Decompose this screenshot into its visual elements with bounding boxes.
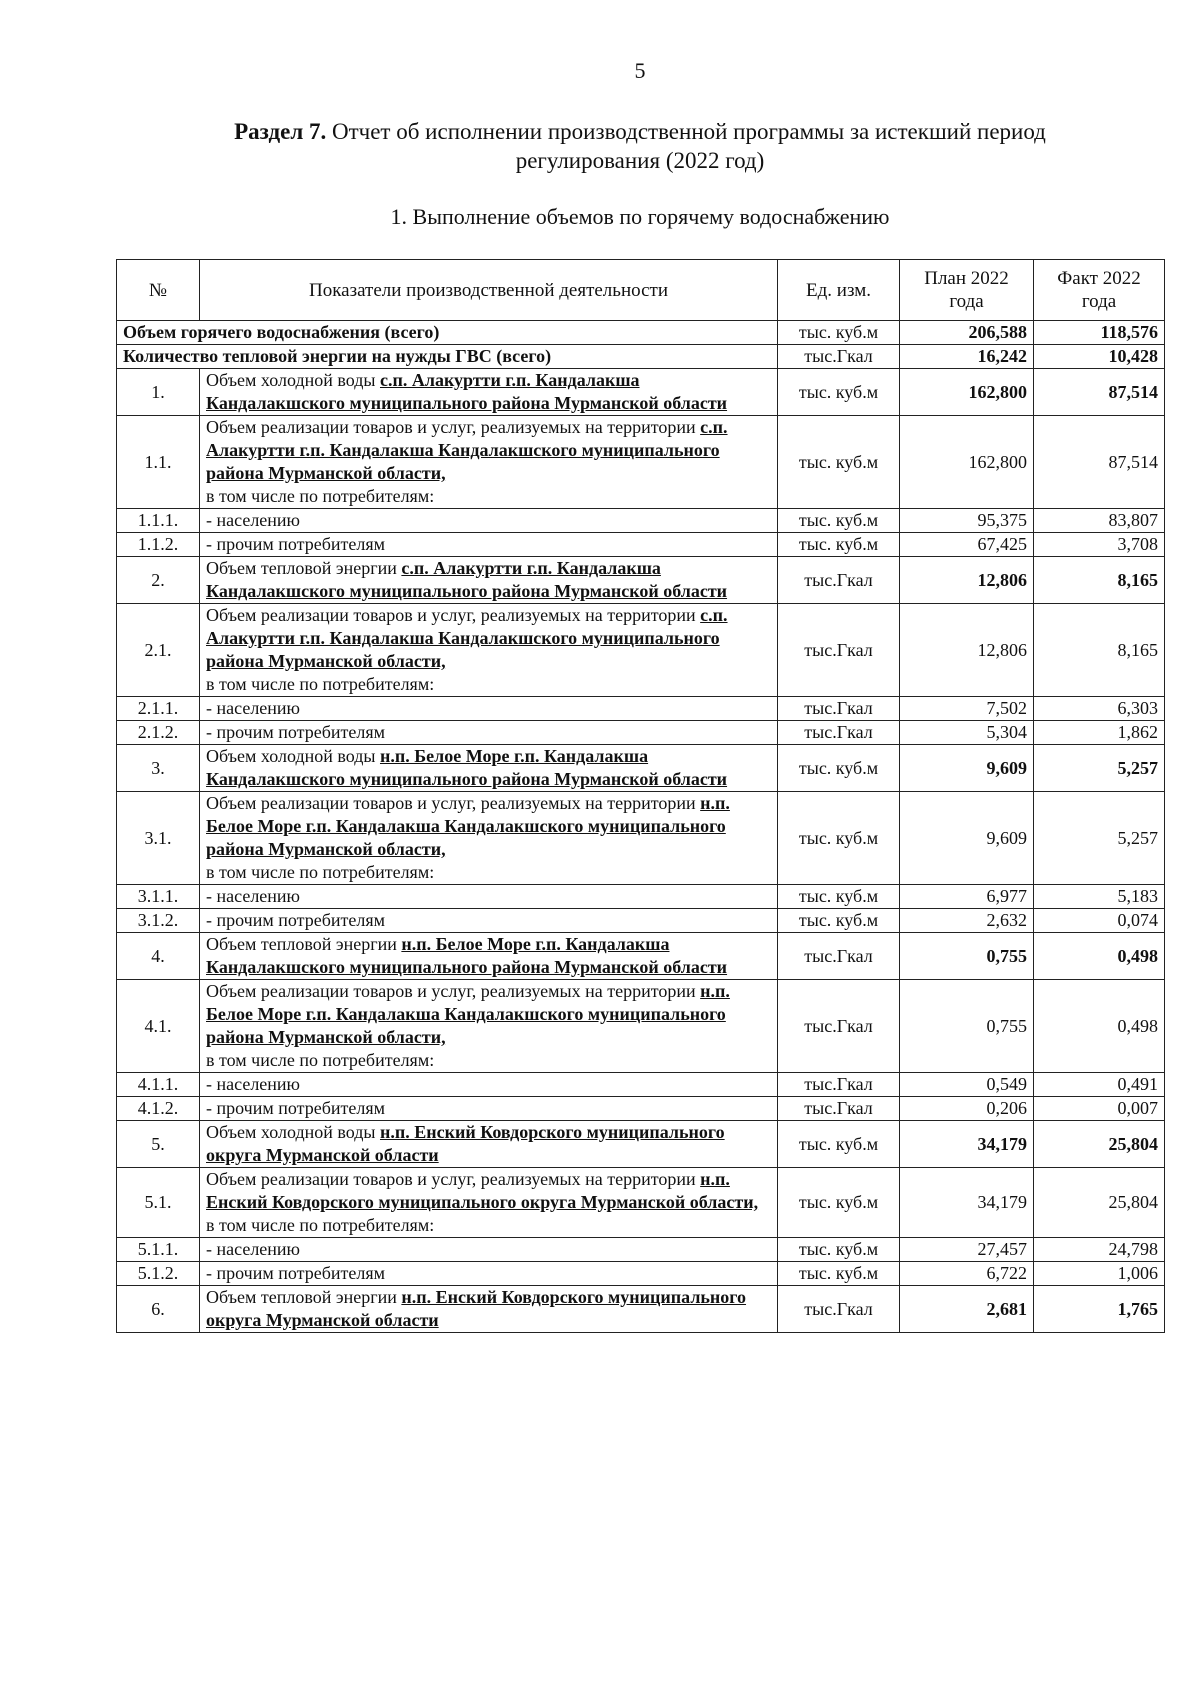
row-unit: тыс.Гкал bbox=[778, 1073, 900, 1097]
row-fact: 8,165 bbox=[1034, 604, 1165, 697]
row-plan: 2,681 bbox=[900, 1286, 1034, 1333]
table-row bbox=[117, 1073, 1165, 1097]
row-fact: 5,257 bbox=[1034, 745, 1165, 792]
indicator-text: - населению bbox=[206, 1074, 300, 1094]
row-fact: 1,006 bbox=[1034, 1262, 1165, 1286]
row-indicator bbox=[200, 1121, 778, 1168]
indicator-text: Объем реализации товаров и услуг, реализуемых на территории bbox=[206, 981, 701, 1001]
table-row bbox=[117, 980, 1165, 1073]
row-unit: тыс. куб.м bbox=[778, 909, 900, 933]
row-number: 3. bbox=[117, 745, 200, 792]
row-plan: 9,609 bbox=[900, 745, 1034, 792]
indicator-location: н.п. Белое Море г.п. Кандалакша Кандалакшского муниципального района Мурманской области, bbox=[206, 793, 730, 859]
table-row bbox=[117, 1121, 1165, 1168]
row-indicator bbox=[200, 721, 778, 745]
header-plan: План 2022 года bbox=[900, 260, 1034, 321]
header-no: № bbox=[117, 260, 200, 321]
header-fact: Факт 2022 года bbox=[1034, 260, 1165, 321]
indicator-location: с.п. Алакуртти г.п. Кандалакша Кандалакшского муниципального района Мурманской области, bbox=[206, 417, 728, 483]
row-indicator bbox=[200, 1168, 778, 1238]
row-number: 1.1.2. bbox=[117, 533, 200, 557]
row-unit: тыс.Гкал bbox=[778, 604, 900, 697]
row-fact: 24,798 bbox=[1034, 1238, 1165, 1262]
table-row bbox=[117, 885, 1165, 909]
total-unit: тыс. куб.м bbox=[778, 321, 900, 345]
row-plan: 0,755 bbox=[900, 980, 1034, 1073]
row-number: 3.1. bbox=[117, 792, 200, 885]
indicator-location: с.п. Алакуртти г.п. Кандалакша Кандалакшского муниципального района Мурманской области bbox=[206, 558, 728, 601]
table-row bbox=[117, 1168, 1165, 1238]
row-indicator bbox=[200, 885, 778, 909]
indicator-text: Объем реализации товаров и услуг, реализуемых на территории bbox=[206, 793, 701, 813]
row-number: 3.1.2. bbox=[117, 909, 200, 933]
row-number: 4.1.2. bbox=[117, 1097, 200, 1121]
row-indicator bbox=[200, 509, 778, 533]
row-indicator bbox=[200, 1073, 778, 1097]
row-plan: 162,800 bbox=[900, 416, 1034, 509]
row-indicator bbox=[200, 1097, 778, 1121]
row-plan: 34,179 bbox=[900, 1121, 1034, 1168]
indicator-text: Объем реализации товаров и услуг, реализуемых на территории bbox=[206, 417, 701, 437]
row-number: 2.1.2. bbox=[117, 721, 200, 745]
row-number: 1. bbox=[117, 369, 200, 416]
row-number: 2. bbox=[117, 557, 200, 604]
table-row bbox=[117, 909, 1165, 933]
indicator-text: Объем холодной воды bbox=[206, 370, 380, 390]
row-plan: 5,304 bbox=[900, 721, 1034, 745]
row-number: 2.1.1. bbox=[117, 697, 200, 721]
row-indicator bbox=[200, 416, 778, 509]
row-number: 5.1.2. bbox=[117, 1262, 200, 1286]
table-row bbox=[117, 697, 1165, 721]
row-plan: 7,502 bbox=[900, 697, 1034, 721]
indicator-text: - населению bbox=[206, 698, 300, 718]
indicator-location: н.п. Енский Ковдорского муниципального округа Мурманской области, bbox=[206, 1169, 759, 1212]
row-unit: тыс. куб.м bbox=[778, 1121, 900, 1168]
table-row bbox=[117, 509, 1165, 533]
row-unit: тыс. куб.м bbox=[778, 416, 900, 509]
row-indicator bbox=[200, 1262, 778, 1286]
row-fact: 87,514 bbox=[1034, 416, 1165, 509]
row-fact: 0,498 bbox=[1034, 933, 1165, 980]
row-fact: 5,257 bbox=[1034, 792, 1165, 885]
row-unit: тыс.Гкал bbox=[778, 557, 900, 604]
row-unit: тыс.Гкал bbox=[778, 980, 900, 1073]
row-fact: 83,807 bbox=[1034, 509, 1165, 533]
section-title-text: Отчет об исполнении производственной программы за истекший период регулирования (2022 год) bbox=[326, 119, 1046, 173]
row-fact: 1,765 bbox=[1034, 1286, 1165, 1333]
indicator-text: - прочим потребителям bbox=[206, 910, 386, 930]
indicator-location: н.п. Белое Море г.п. Кандалакша Кандалакшского муниципального района Мурманской области bbox=[206, 934, 728, 977]
row-unit: тыс. куб.м bbox=[778, 533, 900, 557]
row-fact: 3,708 bbox=[1034, 533, 1165, 557]
row-plan: 2,632 bbox=[900, 909, 1034, 933]
row-unit: тыс. куб.м bbox=[778, 885, 900, 909]
table-header-row bbox=[117, 260, 1165, 321]
table-row bbox=[117, 416, 1165, 509]
row-fact: 0,498 bbox=[1034, 980, 1165, 1073]
row-plan: 6,722 bbox=[900, 1262, 1034, 1286]
indicator-text: Объем тепловой энергии bbox=[206, 934, 402, 954]
row-indicator bbox=[200, 745, 778, 792]
indicator-text: - прочим потребителям bbox=[206, 1098, 386, 1118]
row-unit: тыс.Гкал bbox=[778, 721, 900, 745]
row-plan: 67,425 bbox=[900, 533, 1034, 557]
row-plan: 0,206 bbox=[900, 1097, 1034, 1121]
row-plan: 34,179 bbox=[900, 1168, 1034, 1238]
row-indicator bbox=[200, 909, 778, 933]
indicator-text: - прочим потребителям bbox=[206, 722, 386, 742]
row-fact: 0,491 bbox=[1034, 1073, 1165, 1097]
indicator-text: Объем тепловой энергии bbox=[206, 1287, 402, 1307]
indicator-location: с.п. Алакуртти г.п. Кандалакша Кандалакшского муниципального района Мурманской области, bbox=[206, 605, 728, 671]
row-number: 1.1. bbox=[117, 416, 200, 509]
row-plan: 6,977 bbox=[900, 885, 1034, 909]
row-plan: 27,457 bbox=[900, 1238, 1034, 1262]
row-unit: тыс.Гкал bbox=[778, 1286, 900, 1333]
indicator-text: - прочим потребителям bbox=[206, 1263, 386, 1283]
indicator-location: н.п. Енский Ковдорского муниципального округа Мурманской области bbox=[206, 1122, 725, 1165]
row-indicator bbox=[200, 792, 778, 885]
row-indicator bbox=[200, 604, 778, 697]
indicator-text: - населению bbox=[206, 510, 300, 530]
total-plan: 16,242 bbox=[900, 345, 1034, 369]
header-indicator: Показатели производственной деятельности bbox=[200, 260, 778, 321]
row-unit: тыс. куб.м bbox=[778, 1168, 900, 1238]
table-row bbox=[117, 933, 1165, 980]
table-row bbox=[117, 792, 1165, 885]
total-fact: 118,576 bbox=[1034, 321, 1165, 345]
row-number: 4. bbox=[117, 933, 200, 980]
row-number: 4.1. bbox=[117, 980, 200, 1073]
total-row-heat-energy bbox=[117, 345, 1165, 369]
row-fact: 0,007 bbox=[1034, 1097, 1165, 1121]
row-indicator bbox=[200, 369, 778, 416]
row-indicator bbox=[200, 533, 778, 557]
row-number: 3.1.1. bbox=[117, 885, 200, 909]
table-row bbox=[117, 1097, 1165, 1121]
row-unit: тыс.Гкал bbox=[778, 1097, 900, 1121]
indicator-text: - прочим потребителям bbox=[206, 534, 386, 554]
row-number: 4.1.1. bbox=[117, 1073, 200, 1097]
row-indicator bbox=[200, 1286, 778, 1333]
total-plan: 206,588 bbox=[900, 321, 1034, 345]
total-unit: тыс.Гкал bbox=[778, 345, 900, 369]
table-row bbox=[117, 745, 1165, 792]
table-row bbox=[117, 1286, 1165, 1333]
row-fact: 0,074 bbox=[1034, 909, 1165, 933]
indicator-note: в том числе по потребителям: bbox=[206, 862, 435, 882]
production-table bbox=[116, 259, 1165, 1333]
row-number: 5.1.1. bbox=[117, 1238, 200, 1262]
table-row bbox=[117, 604, 1165, 697]
indicator-text: - населению bbox=[206, 1239, 300, 1259]
table-row bbox=[117, 721, 1165, 745]
row-indicator bbox=[200, 980, 778, 1073]
section-title bbox=[180, 117, 1100, 175]
row-unit: тыс.Гкал bbox=[778, 697, 900, 721]
row-plan: 95,375 bbox=[900, 509, 1034, 533]
row-plan: 9,609 bbox=[900, 792, 1034, 885]
row-unit: тыс. куб.м bbox=[778, 792, 900, 885]
total-fact: 10,428 bbox=[1034, 345, 1165, 369]
row-unit: тыс. куб.м bbox=[778, 1262, 900, 1286]
indicator-note: в том числе по потребителям: bbox=[206, 486, 435, 506]
table-row bbox=[117, 557, 1165, 604]
table-row bbox=[117, 1238, 1165, 1262]
indicator-location: с.п. Алакуртти г.п. Кандалакша Кандалакшского муниципального района Мурманской области bbox=[206, 370, 728, 413]
row-fact: 87,514 bbox=[1034, 369, 1165, 416]
row-fact: 25,804 bbox=[1034, 1121, 1165, 1168]
row-plan: 162,800 bbox=[900, 369, 1034, 416]
row-plan: 0,549 bbox=[900, 1073, 1034, 1097]
row-unit: тыс. куб.м bbox=[778, 369, 900, 416]
row-fact: 8,165 bbox=[1034, 557, 1165, 604]
row-plan: 0,755 bbox=[900, 933, 1034, 980]
row-number: 5.1. bbox=[117, 1168, 200, 1238]
total-label: Объем горячего водоснабжения (всего) bbox=[117, 321, 778, 345]
indicator-text: Объем реализации товаров и услуг, реализуемых на территории bbox=[206, 1169, 701, 1189]
table-row bbox=[117, 1262, 1165, 1286]
row-fact: 6,303 bbox=[1034, 697, 1165, 721]
total-row-hot-water bbox=[117, 321, 1165, 345]
indicator-location: н.п. Белое Море г.п. Кандалакша Кандалакшского муниципального района Мурманской области, bbox=[206, 981, 730, 1047]
indicator-location: н.п. Белое Море г.п. Кандалакша Кандалакшского муниципального района Мурманской области bbox=[206, 746, 728, 789]
row-plan: 12,806 bbox=[900, 557, 1034, 604]
row-indicator bbox=[200, 697, 778, 721]
total-label: Количество тепловой энергии на нужды ГВС (всего) bbox=[117, 345, 778, 369]
indicator-text: Объем тепловой энергии bbox=[206, 558, 402, 578]
indicator-text: Объем реализации товаров и услуг, реализуемых на территории bbox=[206, 605, 701, 625]
row-number: 5. bbox=[117, 1121, 200, 1168]
table-subtitle: 1. Выполнение объемов по горячему водоснабжению bbox=[390, 204, 890, 229]
row-unit: тыс. куб.м bbox=[778, 745, 900, 792]
row-indicator bbox=[200, 557, 778, 604]
row-unit: тыс.Гкал bbox=[778, 933, 900, 980]
row-plan: 12,806 bbox=[900, 604, 1034, 697]
indicator-location: н.п. Енский Ковдорского муниципального округа Мурманской области bbox=[206, 1287, 747, 1330]
row-number: 1.1.1. bbox=[117, 509, 200, 533]
row-fact: 25,804 bbox=[1034, 1168, 1165, 1238]
indicator-note: в том числе по потребителям: bbox=[206, 674, 435, 694]
table-body bbox=[117, 260, 1165, 1333]
row-fact: 5,183 bbox=[1034, 885, 1165, 909]
section-title-prefix: Раздел 7. bbox=[234, 119, 327, 144]
table-row bbox=[117, 369, 1165, 416]
row-indicator bbox=[200, 933, 778, 980]
row-indicator bbox=[200, 1238, 778, 1262]
indicator-note: в том числе по потребителям: bbox=[206, 1050, 435, 1070]
row-number: 6. bbox=[117, 1286, 200, 1333]
header-unit: Ед. изм. bbox=[778, 260, 900, 321]
row-number: 2.1. bbox=[117, 604, 200, 697]
indicator-text: Объем холодной воды bbox=[206, 746, 380, 766]
indicator-note: в том числе по потребителям: bbox=[206, 1215, 435, 1235]
page-number: 5 bbox=[634, 58, 646, 83]
table-row bbox=[117, 533, 1165, 557]
indicator-text: - населению bbox=[206, 886, 300, 906]
row-unit: тыс. куб.м bbox=[778, 1238, 900, 1262]
row-fact: 1,862 bbox=[1034, 721, 1165, 745]
indicator-text: Объем холодной воды bbox=[206, 1122, 380, 1142]
row-unit: тыс. куб.м bbox=[778, 509, 900, 533]
